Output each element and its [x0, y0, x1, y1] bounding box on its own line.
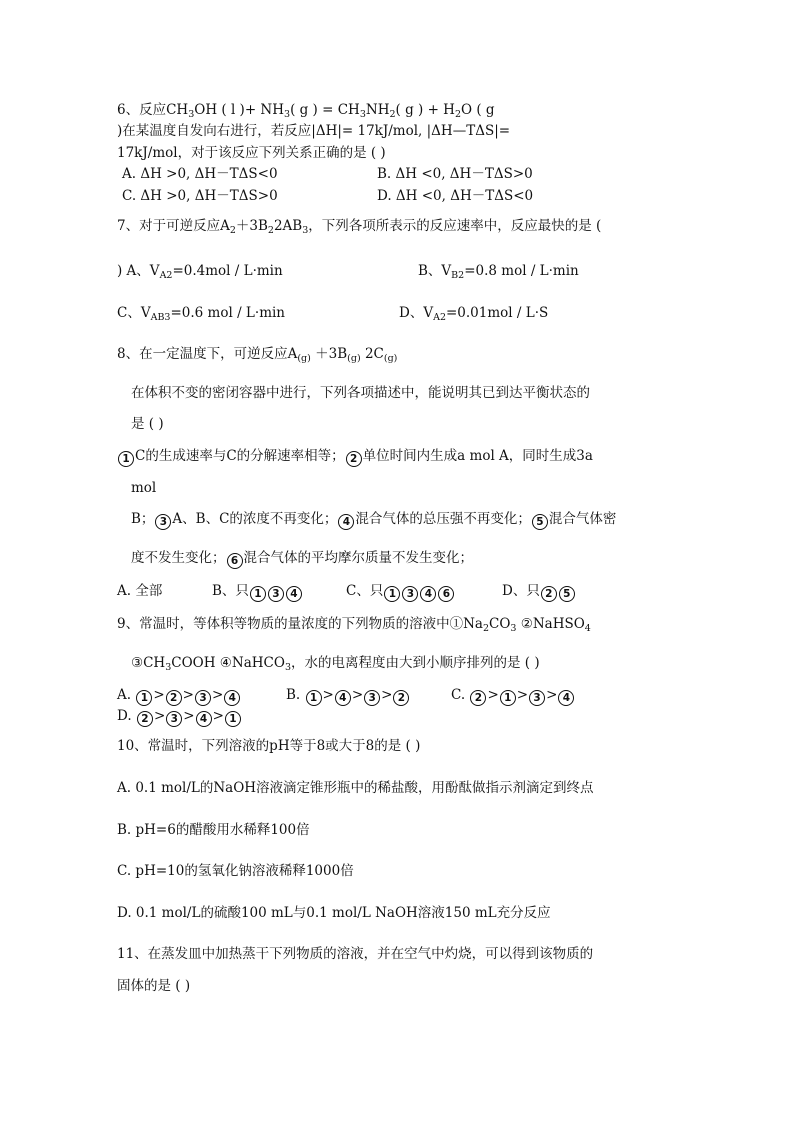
q6-option-c: C. ΔH >0, ΔH－TΔS>0: [122, 188, 278, 204]
q6-line-2: )在某温度自发向右进行，若反应|ΔH|= 17kJ/mol, |ΔH—TΔS|=: [117, 123, 511, 139]
circled-number: 5: [532, 514, 548, 530]
circled-number: 1: [118, 451, 134, 467]
q10-option-b: B. pH=6的醋酸用水稀释100倍: [117, 822, 310, 838]
q9-option-c: C. 2 > 1 > 3 > 4: [451, 686, 575, 706]
q6-line-3: 17kJ/mol，对于该反应下列关系正确的是 ( ): [117, 145, 386, 161]
q8-line-2: 在体积不变的密闭容器中进行，下列各项描述中，能说明其已到达平衡状态的: [131, 385, 590, 401]
q9-line-1: 9、常温时，等体积等物质的量浓度的下列物质的溶液中$①Na_2CO_3$ ②NaHSO$_4$: [117, 616, 591, 634]
circled-number: 4: [338, 514, 354, 530]
q8-option-d: D、只 2 5: [502, 582, 576, 602]
q6-option-b: B. ΔH <0, ΔH－TΔS>0: [377, 166, 533, 182]
q11-line-2: 固体的是 ( ): [117, 978, 191, 994]
q10-option-c: C. pH=10的氢氧化钠溶液稀释1000倍: [117, 863, 354, 879]
q8-option-b: B、只 1 3 4: [212, 582, 303, 602]
circled-number: 2: [346, 451, 362, 467]
q9-option-d: D. 2 > 3 > 4 > 1: [117, 707, 242, 727]
q8-line-6: B； 3 A、B、C的浓度不再变化； 4 混合气体的总压强不再变化； 5 混合气体密: [131, 511, 617, 528]
q7-option-b: B、$V_{B2}=0.8$ mol / L·min: [418, 263, 579, 281]
q8-line-3: 是 ( ): [131, 416, 164, 432]
q7-option-c: C、$V_{AB3}=0.6$ mol / L·min: [117, 305, 286, 323]
q10-stem: 10、常温时，下列溶液的pH等于8或大于8的是 ( ): [117, 738, 421, 754]
q9-option-b: B. 1 > 4 > 3 > 2: [286, 686, 410, 706]
circled-number: 6: [227, 553, 243, 569]
q8-line-5: mol: [131, 480, 157, 496]
q10-option-d: D. 0.1 mol/L的硫酸100 mL与0.1 mol/L NaOH溶液150 mL充分反应: [117, 905, 551, 921]
q7-line-1: 7、对于可逆反应$A_2+3B_22AB_3$，下列各项所表示的反应速率中，反应最快的是 (: [117, 218, 602, 236]
q9-line-2: $③CH_3COOH$ ④NaHCO$_3$，水的电离程度由大到小顺序排列的是 ( ): [131, 655, 540, 673]
q6-line-1: 6、反应$CH_3OH$ ( l )+ $NH_3$( g ) = $CH_3NH_2$( g ) + $H_2O$ ( g: [117, 102, 495, 120]
q7-option-a: ) A、$V_{A2}=0.4mol / L\cdot\min$: [117, 263, 283, 281]
q11-line-1: 11、在蒸发皿中加热蒸干下列物质的溶液，并在空气中灼烧，可以得到该物质的: [117, 946, 594, 962]
q8-line-4: 1 C的生成速率与C的分解速率相等； 2 单位时间内生成a mol A，同时生成3a: [117, 447, 593, 467]
q8-option-a: A. 全部: [117, 583, 163, 599]
q7-option-d: D、$V_{A2}=0.01mol / L\cdot S$: [399, 305, 549, 323]
q6-option-a: A. ΔH >0, ΔH－TΔS<0: [122, 166, 278, 182]
q8-line-7: 度不发生变化； 6 混合气体的平均摩尔质量不发生变化；: [131, 550, 473, 567]
q9-option-a: A. 1 > 2 > 3 > 4: [117, 686, 241, 706]
q6-option-d: D. ΔH <0, ΔH－TΔS<0: [377, 188, 534, 204]
circled-number: 3: [155, 514, 171, 530]
q8-line-1: 8、在一定温度下，可逆反应$A_{(g)} +3B_{(g)}$ $2C_{(g)}$: [117, 346, 398, 364]
q10-option-a: A. 0.1 mol/L的NaOH溶液滴定锥形瓶中的稀盐酸，用酚酞做指示剂滴定到终点: [117, 780, 594, 796]
q8-option-c: C、只 1 3 4 6: [346, 582, 455, 602]
